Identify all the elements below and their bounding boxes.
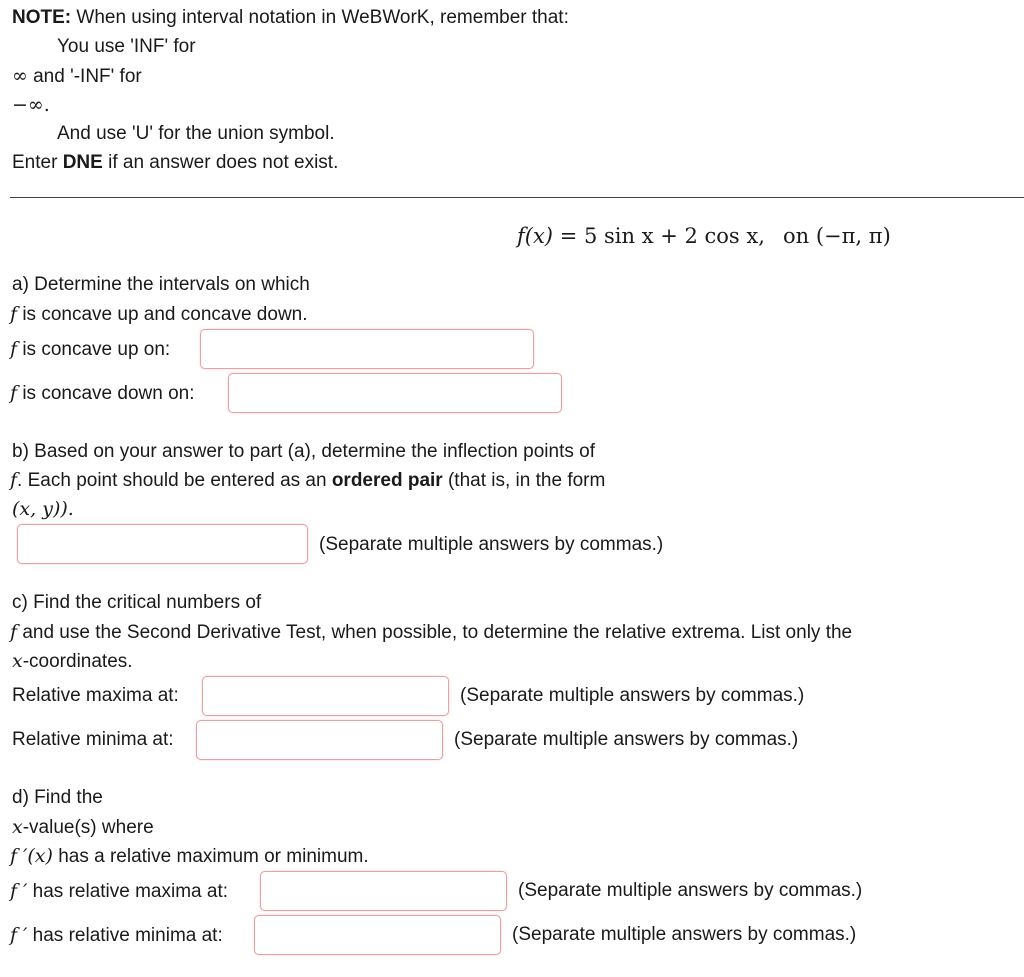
separate-hint-d-min: (Separate multiple answers by commas.) (512, 924, 857, 945)
part-c-text-3: -coordinates. (22, 651, 133, 672)
note-text-3: and '-INF' for (27, 66, 142, 87)
f-symbol: f (10, 382, 18, 404)
part-d-line-2 (12, 815, 154, 840)
rel-max-label: Relative maxima at: (12, 685, 179, 706)
neg-infinity-symbol: −∞. (12, 94, 50, 116)
note-line-2: You use 'INF' for (57, 36, 196, 57)
part-a-text: is concave up and concave down. (17, 304, 308, 325)
f-symbol: f (10, 469, 18, 491)
rel-max-input[interactable] (202, 676, 449, 716)
concave-down-text: is concave down on: (17, 383, 195, 404)
enter-rest-text: if an answer does not exist. (102, 152, 339, 173)
part-d-text-2: -value(s) where (22, 817, 154, 838)
part-c-line-2 (10, 620, 852, 645)
part-b-intro: b) Based on your answer to part (a), determine the inflection points of (12, 441, 595, 462)
note-line-3 (12, 64, 142, 89)
note-line-1 (12, 6, 569, 30)
divider (10, 197, 1024, 198)
f-prime-symbol: f ′ (10, 880, 28, 902)
part-c-intro: c) Find the critical numbers of (12, 592, 262, 613)
concave-up-text: is concave up on: (17, 339, 171, 360)
part-b-text-b: (that is, in the form (442, 470, 606, 491)
separate-hint-c-min: (Separate multiple answers by commas.) (454, 729, 799, 750)
fprime-max-label (10, 879, 228, 904)
separate-hint-c-max: (Separate multiple answers by commas.) (460, 685, 805, 706)
part-c-line-3 (12, 649, 133, 674)
part-b-text-a: . Each point should be entered as an (17, 470, 332, 491)
note-text: When using interval notation in WeBWorK, remember that: (71, 7, 569, 28)
x-symbol: x (12, 650, 23, 672)
dne-label: DNE (62, 152, 103, 173)
infinity-symbol: ∞ (12, 65, 28, 87)
concave-down-label (10, 381, 195, 406)
fprime-max-input[interactable] (260, 871, 507, 911)
ordered-pair-label: ordered pair (331, 470, 443, 491)
enter-text: Enter (12, 152, 63, 173)
part-d-intro: d) Find the (12, 787, 103, 808)
fprime-max-text: has relative maxima at: (27, 881, 229, 902)
inflection-points-input[interactable] (17, 524, 308, 564)
function-definition (517, 224, 765, 249)
rel-min-label: Relative minima at: (12, 729, 174, 750)
concave-up-input[interactable] (200, 329, 534, 369)
part-d-line-3 (10, 844, 369, 869)
f-prime-x-symbol: f ′(x) (10, 845, 53, 867)
note-line-5 (12, 151, 338, 175)
part-a-intro: a) Determine the intervals on which (12, 274, 310, 295)
rel-min-input[interactable] (196, 720, 443, 760)
part-b-line-2 (10, 468, 605, 493)
function-rhs: = 5 sin x + 2 cos x, (553, 224, 765, 248)
note-label: NOTE: (12, 7, 72, 28)
f-prime-symbol: f ′ (10, 924, 28, 946)
fprime-min-text: has relative minima at: (27, 925, 223, 946)
part-c-text: and use the Second Derivative Test, when possible, to determine the relative extrema. List only the (17, 622, 853, 643)
f-symbol: f (10, 621, 18, 643)
separate-hint-d-max: (Separate multiple answers by commas.) (518, 880, 863, 901)
pair-form: (x, y)). (12, 498, 74, 520)
part-d-text-3: has a relative maximum or minimum. (52, 846, 369, 867)
separate-hint-b: (Separate multiple answers by commas.) (319, 534, 664, 555)
concave-up-label (10, 337, 170, 362)
x-symbol: x (12, 816, 23, 838)
part-a-line-2 (10, 302, 308, 327)
concave-down-input[interactable] (228, 373, 562, 413)
note-line-4: And use 'U' for the union symbol. (57, 123, 335, 144)
f-symbol: f (10, 303, 18, 325)
fprime-min-label (10, 923, 223, 948)
function-lhs: f(x) (517, 224, 554, 248)
f-symbol: f (10, 338, 18, 360)
function-domain: on (−π, π) (783, 224, 891, 248)
fprime-min-input[interactable] (254, 915, 501, 955)
